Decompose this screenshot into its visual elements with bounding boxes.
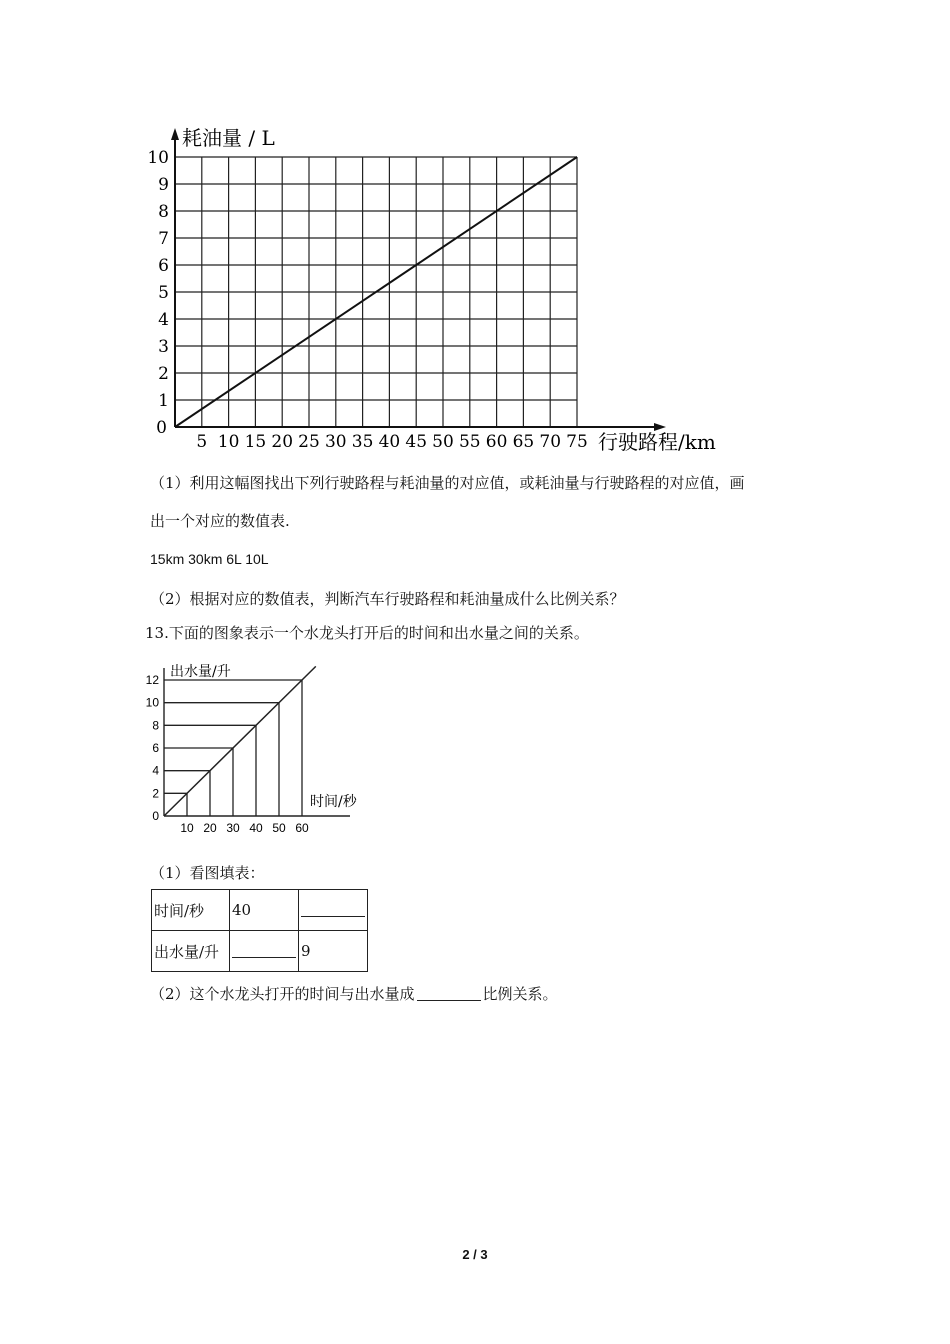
x-tick-label: 25 <box>298 432 320 452</box>
data-line <box>164 666 316 816</box>
table-cell-time-label: 时间/秒 <box>152 890 230 931</box>
question-1-text: （1）利用这幅图找出下列行驶路程与耗油量的对应值，或耗油量与行驶路程的对应值，画 <box>150 474 745 492</box>
x-tick-label: 30 <box>324 432 347 452</box>
y-axis-arrow <box>171 128 179 140</box>
x-tick-label: 75 <box>566 432 588 452</box>
y-tick-label: 4 <box>158 310 169 330</box>
x-tick-label: 15 <box>244 432 267 452</box>
table-cell-water-label: 出水量/升 <box>152 931 230 972</box>
question-13-title: 13.下面的图象表示一个水龙头打开后的时间和出水量之间的关系。 <box>145 624 589 642</box>
x-axis-title: 行驶路程/km <box>598 430 716 454</box>
origin-label: 0 <box>152 809 159 823</box>
water-output-chart <box>138 658 378 838</box>
x-tick-label: 60 <box>485 432 508 452</box>
page-number: 2 / 3 <box>462 1247 488 1262</box>
x-tick-label: 20 <box>271 432 294 452</box>
x-tick-label: 70 <box>539 432 562 452</box>
y-tick-label: 5 <box>158 283 169 303</box>
y-tick-label: 8 <box>152 718 159 733</box>
x-tick-label: 35 <box>351 432 374 452</box>
y-tick-label: 6 <box>158 256 169 276</box>
x-tick-label: 20 <box>203 821 217 835</box>
x-tick-label: 50 <box>272 821 286 835</box>
y-tick-label: 8 <box>158 202 169 222</box>
fuel-consumption-chart <box>140 120 740 460</box>
y-tick-label: 7 <box>158 229 169 249</box>
x-tick-label: 50 <box>432 432 454 452</box>
y-tick-label: 9 <box>158 175 169 195</box>
y-tick-label: 3 <box>158 337 169 357</box>
table-cell-time-blank[interactable] <box>299 890 368 931</box>
y-tick-label: 10 <box>145 695 159 710</box>
y-tick-label: 1 <box>158 391 169 411</box>
y-axis-title: 耗油量 / L <box>182 126 275 150</box>
question-13-2-before: （2）这个水龙头打开的时间与出水量成 <box>150 985 415 1003</box>
y-tick-label: 12 <box>145 673 159 687</box>
question-2-text: （2）根据对应的数值表，判断汽车行驶路程和耗油量成什么比例关系？ <box>150 590 625 608</box>
blank-line <box>301 900 365 917</box>
origin-label: 0 <box>156 418 167 438</box>
table-cell-time-value: 40 <box>230 890 299 931</box>
x-tick-label: 10 <box>180 821 194 835</box>
y-tick-label: 2 <box>152 786 159 801</box>
x-tick-label: 40 <box>249 821 263 835</box>
fill-in-table <box>151 889 368 972</box>
x-tick-label: 60 <box>295 821 309 835</box>
values-line: 15km 30km 6L 10L <box>150 551 269 567</box>
answer-blank[interactable] <box>417 986 481 1001</box>
x-axis-title: 时间/秒 <box>310 794 357 810</box>
table-cell-water-value: 9 <box>299 931 368 972</box>
table-row <box>152 890 368 931</box>
y-tick-label: 6 <box>152 741 159 755</box>
y-tick-label: 2 <box>158 364 169 384</box>
x-tick-label: 65 <box>512 432 535 452</box>
x-tick-label: 40 <box>378 432 401 452</box>
question-1-continued: 出一个对应的数值表. <box>150 512 290 530</box>
y-tick-label: 4 <box>152 763 159 778</box>
question-13-2-text <box>150 983 558 1004</box>
question-13-2-after: 比例关系。 <box>482 985 558 1003</box>
x-tick-label: 5 <box>196 432 208 452</box>
x-tick-label: 10 <box>217 432 240 452</box>
y-axis-title: 出水量/升 <box>170 664 231 680</box>
x-tick-label: 55 <box>458 432 481 452</box>
table-cell-water-blank[interactable] <box>230 931 299 972</box>
x-tick-label: 30 <box>226 821 240 835</box>
blank-line <box>232 941 296 958</box>
x-tick-label: 45 <box>405 432 428 452</box>
table-row <box>152 931 368 972</box>
question-13-1-text: （1）看图填表： <box>150 864 265 882</box>
y-tick-label: 10 <box>147 148 169 168</box>
